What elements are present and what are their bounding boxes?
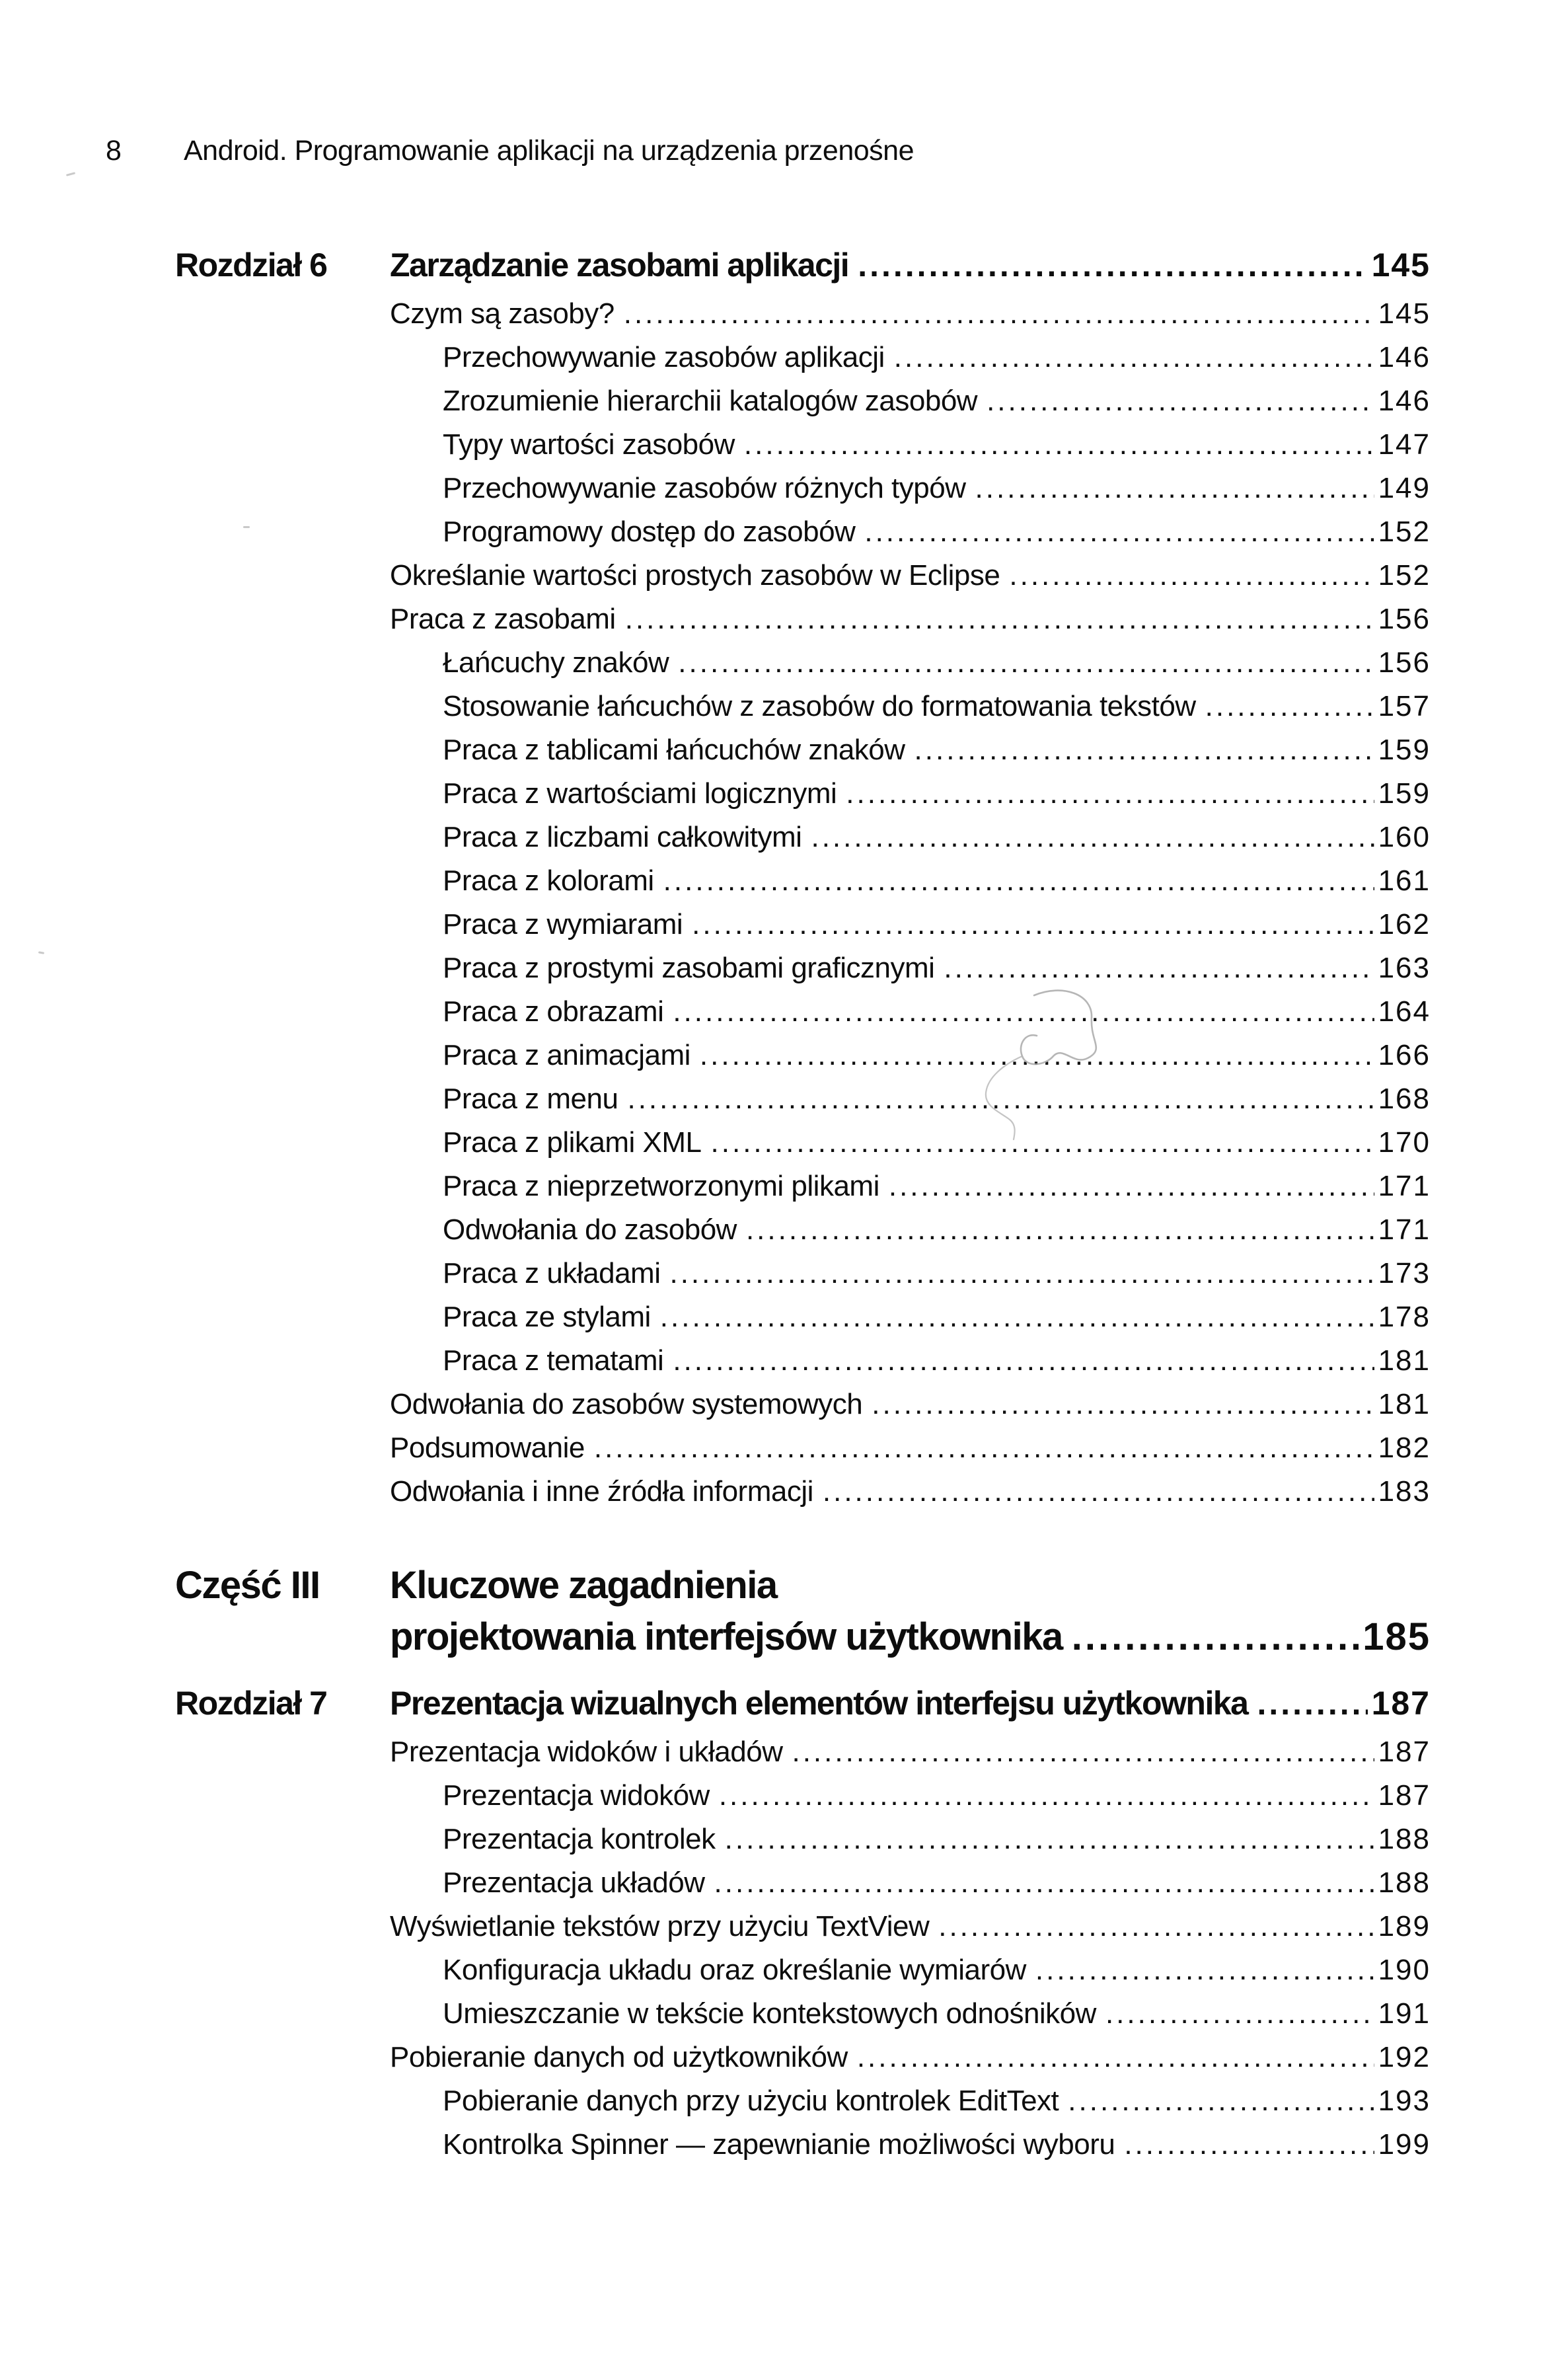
running-header xyxy=(106,135,914,167)
dot-leader xyxy=(987,379,1374,423)
dot-leader xyxy=(1257,1680,1367,1726)
dot-leader xyxy=(700,1034,1374,1077)
dot-leader xyxy=(594,1426,1374,1470)
entry-page-number: 146 xyxy=(1378,341,1431,373)
entry-page-number: 159 xyxy=(1378,777,1431,810)
entry-title: Prezentacja układów xyxy=(443,1866,705,1899)
toc-entry-row xyxy=(390,1252,1431,1295)
entry-page-number: 162 xyxy=(1378,908,1431,940)
entry-page-number: 181 xyxy=(1378,1388,1431,1420)
entry-page-number: 161 xyxy=(1378,864,1431,897)
chapter-label: Rozdział 7 xyxy=(175,1685,327,1722)
entry-list xyxy=(390,1730,1431,2167)
toc-entry-row xyxy=(390,1165,1431,1208)
part-page-number: 185 xyxy=(1363,1615,1431,1658)
entry-page-number: 190 xyxy=(1378,1954,1431,1986)
toc xyxy=(175,242,1431,2167)
entry-title: Odwołania do zasobów systemowych xyxy=(390,1388,863,1420)
entry-title: Praca z animacjami xyxy=(443,1039,691,1071)
chapter-title: Zarządzanie zasobami aplikacji xyxy=(390,247,849,284)
dot-leader xyxy=(669,1252,1374,1295)
entry-page-number: 152 xyxy=(1378,516,1431,548)
dot-leader xyxy=(660,1295,1374,1339)
scan-speck xyxy=(38,951,44,954)
chapter-heading-main xyxy=(390,1680,1431,1726)
entry-title: Praca ze stylami xyxy=(443,1301,651,1333)
entry-title: Prezentacja widoków xyxy=(443,1779,710,1812)
entry-page-number: 183 xyxy=(1378,1475,1431,1508)
dot-leader xyxy=(857,2036,1374,2079)
entry-title: Przechowywanie zasobów różnych typów xyxy=(443,472,966,504)
entry-page-number: 152 xyxy=(1378,559,1431,592)
entry-page-number: 187 xyxy=(1378,1779,1431,1812)
entry-title: Praca z zasobami xyxy=(390,603,616,635)
entry-title: Typy wartości zasobów xyxy=(443,428,735,461)
entry-title: Umieszczanie w tekście kontekstowych odnośników xyxy=(443,1997,1096,2030)
entry-page-number: 192 xyxy=(1378,2041,1431,2073)
entry-page-number: 188 xyxy=(1378,1866,1431,1899)
dot-leader xyxy=(944,946,1374,990)
entry-page-number: 187 xyxy=(1378,1736,1431,1768)
toc-entry-row xyxy=(390,423,1431,467)
entry-title: Podsumowanie xyxy=(390,1432,585,1464)
entry-title: Praca z układami xyxy=(443,1257,661,1289)
entry-page-number: 170 xyxy=(1378,1126,1431,1159)
dot-leader xyxy=(811,816,1374,859)
entry-page-number: 171 xyxy=(1378,1213,1431,1246)
entry-title: Pobieranie danych przy użyciu kontrolek EditText xyxy=(443,2085,1059,2117)
toc-entry-row xyxy=(390,597,1431,641)
toc-entry-row xyxy=(390,1339,1431,1383)
scan-speck xyxy=(243,526,250,528)
dot-leader xyxy=(663,859,1374,903)
toc-entry-row xyxy=(390,2036,1431,2079)
chapter-page-number: 145 xyxy=(1371,247,1431,284)
entry-title: Praca z wartościami logicznymi xyxy=(443,777,837,810)
toc-entry-row xyxy=(390,859,1431,903)
dot-leader xyxy=(1009,554,1374,597)
entry-title: Kontrolka Spinner — zapewnianie możliwości wyboru xyxy=(443,2128,1115,2161)
entry-title: Praca z wymiarami xyxy=(443,908,683,940)
entry-title: Prezentacja widoków i układów xyxy=(390,1736,783,1768)
dot-leader xyxy=(792,1730,1374,1774)
toc-entry-row xyxy=(390,292,1431,336)
entry-page-number: 171 xyxy=(1378,1170,1431,1202)
entry-page-number: 168 xyxy=(1378,1083,1431,1115)
scan-speck xyxy=(66,172,75,176)
toc-entry-row xyxy=(390,641,1431,685)
chapter-heading-main xyxy=(390,242,1431,288)
dot-leader xyxy=(975,467,1374,510)
entry-title: Praca z nieprzetworzonymi plikami xyxy=(443,1170,879,1202)
dot-leader xyxy=(678,641,1374,685)
entry-title: Praca z tematami xyxy=(443,1344,664,1377)
part-title-line2-row xyxy=(390,1611,1431,1663)
entry-title: Praca z obrazami xyxy=(443,995,664,1028)
toc-entry-row xyxy=(390,1992,1431,2036)
dot-leader xyxy=(627,1077,1374,1121)
entry-page-number: 193 xyxy=(1378,2085,1431,2117)
entry-page-number: 178 xyxy=(1378,1301,1431,1333)
entry-page-number: 163 xyxy=(1378,952,1431,984)
entry-title: Praca z menu xyxy=(443,1083,618,1115)
entry-title: Czym są zasoby? xyxy=(390,297,615,330)
entry-title: Praca z tablicami łańcuchów znaków xyxy=(443,734,905,766)
entry-title: Praca z plikami XML xyxy=(443,1126,702,1159)
entry-page-number: 166 xyxy=(1378,1039,1431,1071)
chapter-heading-row xyxy=(175,1680,1431,1726)
entry-list xyxy=(390,292,1431,1514)
toc-entry-row xyxy=(390,1077,1431,1121)
toc-entry-row xyxy=(390,379,1431,423)
part-title-line1: Kluczowe zagadnienia xyxy=(390,1564,777,1607)
entry-title: Wyświetlanie tekstów przy użyciu TextView xyxy=(390,1910,930,1942)
toc-entry-row xyxy=(390,1818,1431,1861)
part-label: Część III xyxy=(175,1564,320,1607)
entry-page-number: 173 xyxy=(1378,1257,1431,1289)
entry-page-number: 181 xyxy=(1378,1344,1431,1377)
toc-entry-row xyxy=(390,2079,1431,2123)
dot-leader xyxy=(744,423,1374,467)
entry-page-number: 157 xyxy=(1378,690,1431,722)
dot-leader xyxy=(624,292,1374,336)
entry-title: Programowy dostęp do zasobów xyxy=(443,516,856,548)
dot-leader xyxy=(938,1905,1374,1948)
toc-entry-row xyxy=(390,990,1431,1034)
dot-leader xyxy=(846,772,1374,816)
part-titles xyxy=(390,1560,1431,1663)
toc-entry-row xyxy=(390,1905,1431,1948)
entry-page-number: 191 xyxy=(1378,1997,1431,2030)
dot-leader xyxy=(872,1383,1374,1426)
entry-page-number: 182 xyxy=(1378,1432,1431,1464)
entry-page-number: 189 xyxy=(1378,1910,1431,1942)
entry-title: Stosowanie łańcuchów z zasobów do formatowania tekstów xyxy=(443,690,1196,722)
toc-entry-row xyxy=(390,1208,1431,1252)
toc-entry-row xyxy=(390,1774,1431,1818)
dot-leader xyxy=(823,1470,1374,1514)
toc-part-section xyxy=(175,1560,1431,1663)
dot-leader xyxy=(673,990,1374,1034)
entry-page-number: 147 xyxy=(1378,428,1431,461)
running-title: Android. Programowanie aplikacji na urządzenia przenośne xyxy=(184,135,914,167)
entry-page-number: 156 xyxy=(1378,646,1431,679)
entry-page-number: 146 xyxy=(1378,385,1431,417)
entry-page-number: 156 xyxy=(1378,603,1431,635)
toc-entry-row xyxy=(390,1948,1431,1992)
chapter-page-number: 187 xyxy=(1371,1685,1431,1722)
entry-title: Prezentacja kontrolek xyxy=(443,1823,716,1855)
part-title-line2: projektowania interfejsów użytkownika xyxy=(390,1615,1063,1658)
toc-entry-row xyxy=(390,2123,1431,2167)
entry-title: Praca z prostymi zasobami graficznymi xyxy=(443,952,935,984)
toc-entry-row xyxy=(390,1383,1431,1426)
entry-page-number: 160 xyxy=(1378,821,1431,853)
toc-entry-row xyxy=(390,1861,1431,1905)
page-number: 8 xyxy=(106,135,122,167)
entry-title: Pobieranie danych od użytkowników xyxy=(390,2041,848,2073)
toc-entry-row xyxy=(390,728,1431,772)
dot-leader xyxy=(719,1774,1374,1818)
toc-entry-row xyxy=(390,467,1431,510)
entry-title: Przechowywanie zasobów aplikacji xyxy=(443,341,885,373)
entry-title: Łańcuchy znaków xyxy=(443,646,669,679)
dot-leader xyxy=(673,1339,1374,1383)
chapter-title: Prezentacja wizualnych elementów interfejsu użytkownika xyxy=(390,1685,1248,1722)
toc-entry-row xyxy=(390,1470,1431,1514)
entry-title: Praca z kolorami xyxy=(443,864,654,897)
entry-title: Praca z liczbami całkowitymi xyxy=(443,821,802,853)
dot-leader xyxy=(864,510,1374,554)
dot-leader xyxy=(725,1818,1374,1861)
dot-leader xyxy=(858,242,1367,288)
dot-leader xyxy=(894,336,1374,379)
entry-page-number: 145 xyxy=(1378,297,1431,330)
dot-leader xyxy=(1105,1992,1374,2036)
toc-entry-row xyxy=(390,946,1431,990)
toc-chapter-section xyxy=(175,1680,1431,2167)
entry-page-number: 164 xyxy=(1378,995,1431,1028)
chapter-heading-row xyxy=(175,242,1431,288)
entry-page-number: 188 xyxy=(1378,1823,1431,1855)
toc-entry-row xyxy=(390,1730,1431,1774)
toc-entry-row xyxy=(390,772,1431,816)
toc-entry-row xyxy=(390,1426,1431,1470)
chapter-label: Rozdział 6 xyxy=(175,247,327,284)
dot-leader xyxy=(714,1861,1374,1905)
dot-leader xyxy=(1124,2123,1374,2167)
dot-leader xyxy=(746,1208,1374,1252)
entry-title: Odwołania do zasobów xyxy=(443,1213,737,1246)
entry-title: Konfiguracja układu oraz określanie wymiarów xyxy=(443,1954,1026,1986)
toc-entry-row xyxy=(390,1121,1431,1165)
entry-title: Określanie wartości prostych zasobów w Eclipse xyxy=(390,559,1000,592)
toc-entry-row xyxy=(390,510,1431,554)
toc-chapter-section xyxy=(175,242,1431,1514)
entry-title: Zrozumienie hierarchii katalogów zasobów xyxy=(443,385,978,417)
dot-leader xyxy=(1205,685,1374,728)
dot-leader xyxy=(1068,2079,1374,2123)
dot-leader xyxy=(889,1165,1374,1208)
entry-page-number: 149 xyxy=(1378,472,1431,504)
dot-leader xyxy=(711,1121,1374,1165)
entry-page-number: 159 xyxy=(1378,734,1431,766)
toc-entry-row xyxy=(390,1034,1431,1077)
dot-leader xyxy=(915,728,1374,772)
toc-entry-row xyxy=(390,1295,1431,1339)
dot-leader xyxy=(625,597,1374,641)
dot-leader xyxy=(1072,1611,1359,1663)
toc-entry-row xyxy=(390,554,1431,597)
entry-page-number: 199 xyxy=(1378,2128,1431,2161)
toc-entry-row xyxy=(390,816,1431,859)
dot-leader xyxy=(1035,1948,1374,1992)
toc-entry-row xyxy=(390,336,1431,379)
dot-leader xyxy=(692,903,1374,946)
entry-title: Odwołania i inne źródła informacji xyxy=(390,1475,813,1508)
toc-entry-row xyxy=(390,903,1431,946)
toc-entry-row xyxy=(390,685,1431,728)
